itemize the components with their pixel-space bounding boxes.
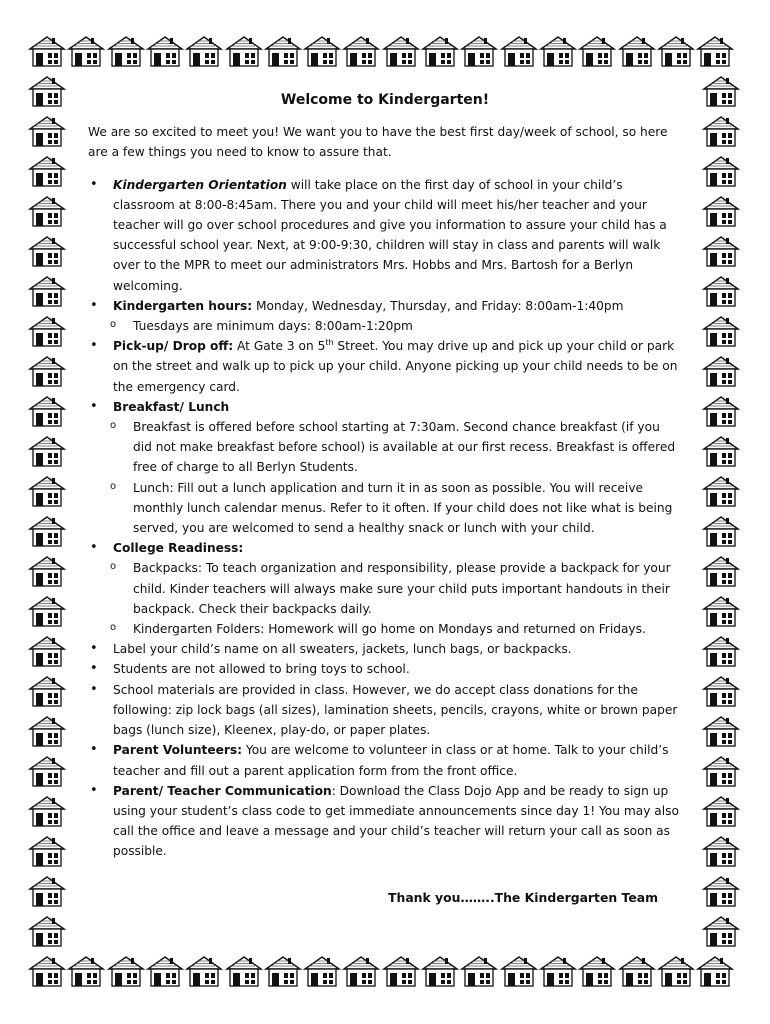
schoolhouse-icon bbox=[702, 314, 740, 348]
volunteers-label: Parent Volunteers: bbox=[113, 743, 243, 758]
hours-text: Monday, Wednesday, Thursday, and Friday: 8:00am-1:40pm bbox=[252, 298, 624, 313]
schoolhouse-icon bbox=[702, 554, 740, 588]
schoolhouse-icon bbox=[578, 954, 616, 988]
schoolhouse-icon bbox=[702, 154, 740, 188]
schoolhouse-icon bbox=[702, 914, 740, 948]
schoolhouse-icon bbox=[342, 954, 380, 988]
schoolhouse-icon bbox=[421, 954, 459, 988]
breakfast-label: Breakfast/ Lunch bbox=[113, 399, 230, 414]
schoolhouse-icon bbox=[657, 954, 695, 988]
schoolhouse-icon bbox=[28, 194, 66, 228]
schoolhouse-icon bbox=[28, 154, 66, 188]
schoolhouse-icon bbox=[303, 34, 341, 68]
hours-label: Kindergarten hours: bbox=[113, 298, 253, 313]
page-title: Welcome to Kindergarten! bbox=[280, 92, 490, 108]
schoolhouse-icon bbox=[67, 954, 105, 988]
list-item-breakfast bbox=[88, 397, 682, 538]
schoolhouse-icon bbox=[702, 634, 740, 668]
schoolhouse-icon bbox=[28, 754, 66, 788]
schoolhouse-icon bbox=[382, 34, 420, 68]
schoolhouse-icon bbox=[28, 554, 66, 588]
pickup-sup: th bbox=[325, 338, 334, 348]
schoolhouse-icon bbox=[28, 354, 66, 388]
schoolhouse-icon bbox=[578, 34, 616, 68]
schoolhouse-icon bbox=[28, 834, 66, 868]
schoolhouse-icon bbox=[460, 954, 498, 988]
schoolhouse-icon bbox=[264, 954, 302, 988]
pickup-text-before: At Gate 3 on 5 bbox=[233, 339, 326, 354]
schoolhouse-icon bbox=[264, 34, 302, 68]
schoolhouse-icon bbox=[702, 194, 740, 228]
schoolhouse-icon bbox=[702, 274, 740, 308]
schoolhouse-icon bbox=[702, 114, 740, 148]
schoolhouse-icon bbox=[539, 954, 577, 988]
schoolhouse-icon bbox=[702, 514, 740, 548]
schoolhouse-icon bbox=[185, 34, 223, 68]
schoolhouse-icon bbox=[28, 34, 66, 68]
schoolhouse-icon bbox=[702, 714, 740, 748]
schoolhouse-icon bbox=[28, 234, 66, 268]
letter-body bbox=[88, 84, 682, 862]
schoolhouse-icon bbox=[702, 594, 740, 628]
list-item-college bbox=[88, 538, 682, 639]
signoff: Thank you……..The Kindergarten Team bbox=[388, 890, 658, 905]
backpacks-sub-item: o Backpacks: To teach organization and responsibility, please provide a backpack for your child. Kinder teachers will always make sure your child puts important handouts in their backpack. Check their backpacks daily. bbox=[88, 558, 682, 619]
schoolhouse-icon bbox=[28, 954, 66, 988]
schoolhouse-icon bbox=[28, 314, 66, 348]
schoolhouse-icon bbox=[702, 234, 740, 268]
schoolhouse-icon bbox=[107, 954, 145, 988]
college-label: College Readiness: bbox=[113, 541, 244, 556]
schoolhouse-icon bbox=[702, 754, 740, 788]
folders-sub-item: o Kindergarten Folders: Homework will go home on Mondays and returned on Fridays. bbox=[88, 619, 682, 639]
schoolhouse-icon bbox=[702, 794, 740, 828]
orientation-label: Kindergarten Orientation bbox=[113, 177, 287, 192]
schoolhouse-icon bbox=[28, 634, 66, 668]
schoolhouse-icon bbox=[28, 874, 66, 908]
schoolhouse-icon bbox=[303, 954, 341, 988]
schoolhouse-icon bbox=[382, 954, 420, 988]
schoolhouse-icon bbox=[28, 274, 66, 308]
communication-text: : Download the Class Dojo App and be ready to sign up using your student’s class code to get immediate announcements since day 1! You may also call the office and leave a message and your child’s teacher will return your call as soon as possible. bbox=[113, 783, 679, 859]
schoolhouse-icon bbox=[702, 354, 740, 388]
schoolhouse-icon bbox=[185, 954, 223, 988]
schoolhouse-icon bbox=[28, 514, 66, 548]
orientation-text: will take place on the first day of school in your child’s classroom at 8:00-8:45am. There you and your child will meet his/her teacher and your teacher will go over school procedures and give you information to assure your child has a successful school year. Next, at 9:00-9:30, children will stay in class and parents will walk over to the MPR to meet our administrators Mrs. Hobbs and Mrs. Bartosh for a Berlyn welcoming. bbox=[113, 177, 667, 293]
schoolhouse-icon bbox=[28, 74, 66, 108]
list-item-labels: • Label your child’s name on all sweaters, jackets, lunch bags, or backpacks. bbox=[88, 639, 682, 659]
list-item-volunteers bbox=[88, 740, 682, 780]
hours-sub-item: o Tuesdays are minimum days: 8:00am-1:20pm bbox=[88, 316, 682, 336]
schoolhouse-icon bbox=[225, 954, 263, 988]
schoolhouse-icon bbox=[28, 594, 66, 628]
list-item-materials: • School materials are provided in class. However, we do accept class donations for the following: zip lock bags (all sizes), lamination sheets, pencils, crayons, white or brown paper bags (lunch size), Kleenex, play-do, or paper plates. bbox=[88, 680, 682, 741]
schoolhouse-icon bbox=[146, 34, 184, 68]
pickup-label: Pick-up/ Drop off: bbox=[113, 339, 234, 354]
schoolhouse-icon bbox=[28, 914, 66, 948]
schoolhouse-icon bbox=[28, 434, 66, 468]
schoolhouse-icon bbox=[702, 834, 740, 868]
pickup-text-after: Street. You may drive up and pick up your child or park on the street and walk up to pick up your child. Anyone picking up your child needs to be on the emergency card. bbox=[113, 339, 678, 394]
schoolhouse-icon bbox=[618, 954, 656, 988]
schoolhouse-icon bbox=[696, 34, 734, 68]
list-item-hours bbox=[88, 296, 682, 336]
schoolhouse-icon bbox=[702, 74, 740, 108]
schoolhouse-icon bbox=[500, 34, 538, 68]
schoolhouse-icon bbox=[342, 34, 380, 68]
schoolhouse-icon bbox=[28, 474, 66, 508]
volunteers-text: You are welcome to volunteer in class or at home. Talk to your child’s teacher and fill out a parent application form from the front office. bbox=[113, 743, 669, 778]
schoolhouse-icon bbox=[67, 34, 105, 68]
list-item-orientation bbox=[88, 175, 682, 296]
schoolhouse-icon bbox=[28, 674, 66, 708]
list-item-toys: • Students are not allowed to bring toys to school. bbox=[88, 659, 682, 679]
schoolhouse-icon bbox=[657, 34, 695, 68]
schoolhouse-icon bbox=[28, 794, 66, 828]
schoolhouse-icon bbox=[500, 954, 538, 988]
schoolhouse-icon bbox=[702, 394, 740, 428]
intro-paragraph: We are so excited to meet you! We want you to have the best first day/week of school, so here are a few things you need to know to assure that. bbox=[88, 125, 668, 160]
breakfast-sub-item: o Breakfast is offered before school starting at 7:30am. Second chance breakfast (if you did not make breakfast before school) is available at our first recess. Breakfast is offered free of charge to all Berlyn Students. bbox=[88, 417, 682, 478]
info-list bbox=[88, 175, 682, 862]
schoolhouse-icon bbox=[28, 394, 66, 428]
schoolhouse-icon bbox=[696, 954, 734, 988]
schoolhouse-icon bbox=[146, 954, 184, 988]
schoolhouse-icon bbox=[702, 474, 740, 508]
schoolhouse-icon bbox=[28, 114, 66, 148]
communication-label: Parent/ Teacher Communication bbox=[113, 783, 332, 798]
schoolhouse-icon bbox=[107, 34, 145, 68]
lunch-sub-item: o Lunch: Fill out a lunch application and turn it in as soon as possible. You will receive monthly lunch calendar menus. Refer to it often. If your child does not like what is being served, you are welcomed to send a healthy snack or lunch with your child. bbox=[88, 478, 682, 539]
schoolhouse-icon bbox=[421, 34, 459, 68]
schoolhouse-icon bbox=[618, 34, 656, 68]
schoolhouse-icon bbox=[702, 434, 740, 468]
schoolhouse-icon bbox=[28, 714, 66, 748]
schoolhouse-icon bbox=[539, 34, 577, 68]
schoolhouse-icon bbox=[702, 874, 740, 908]
list-item-communication bbox=[88, 781, 682, 862]
schoolhouse-icon bbox=[460, 34, 498, 68]
schoolhouse-icon bbox=[702, 674, 740, 708]
schoolhouse-icon bbox=[225, 34, 263, 68]
list-item-pickup bbox=[88, 336, 682, 397]
